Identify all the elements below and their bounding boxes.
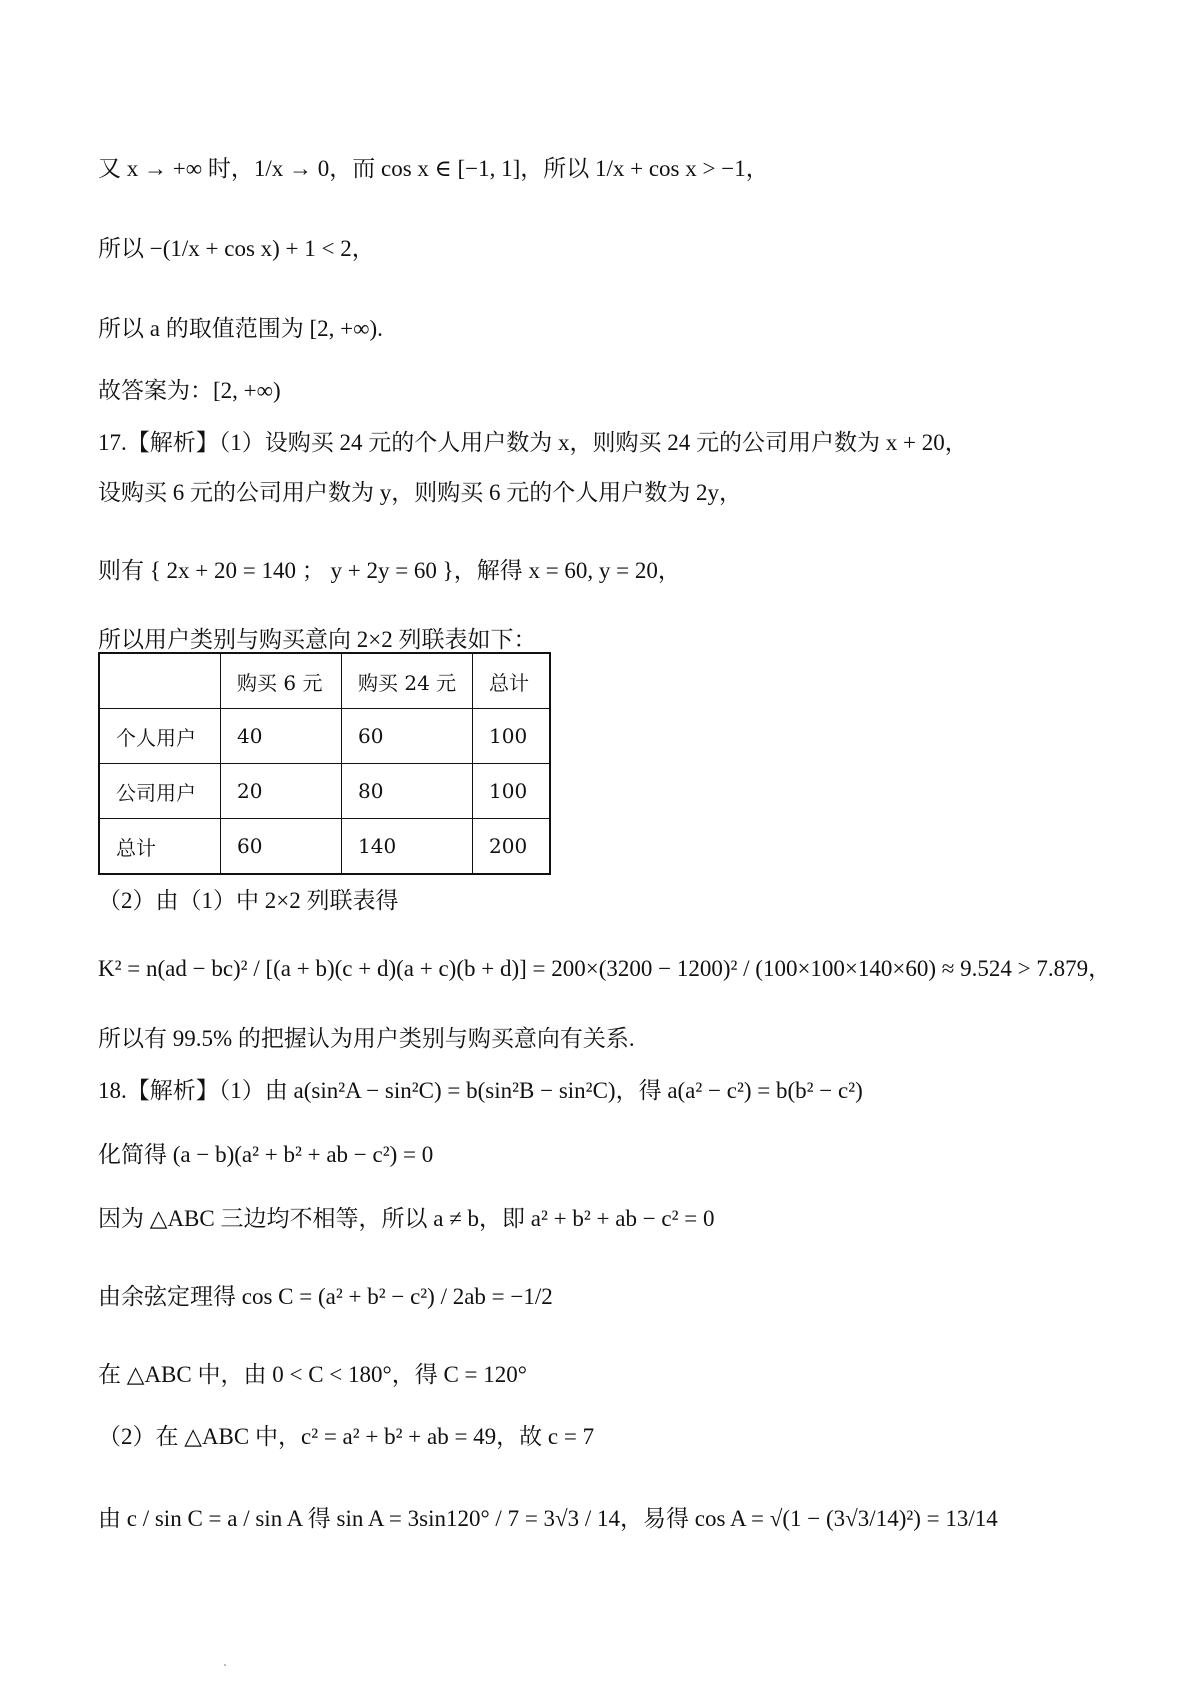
table-cell: 20 [221, 764, 342, 819]
table-cell: 个人用户 [99, 709, 221, 764]
solution-line-2: 所以 −(1/x + cos x) + 1 < 2， [98, 236, 375, 261]
table-cell: 100 [473, 709, 551, 764]
conclusion-line: 所以有 99.5% 的把握认为用户类别与购买意向有关系. [98, 1026, 635, 1051]
table-cell [99, 653, 221, 709]
table-header-row [99, 653, 550, 709]
table-header-cell: 总计 [473, 653, 551, 709]
problem-17-line-2: 设购买 6 元的公司用户数为 y，则购买 6 元的个人用户数为 2y， [98, 480, 742, 505]
problem-18-line-1: 18.【解析】（1）由 a(sin²A − sin²C) = b(sin²B − sin²C)，得 a(a² − c²) = b(b² − c²) [98, 1078, 863, 1103]
chi-square-formula-line: K² = n(ad − bc)² / [(a + b)(c + d)(a + c)(b + d)] = 200×(3200 − 1200)² / (100×100×140×60) ≈ 9.524 > 7.879， [98, 956, 1112, 981]
table-cell: 80 [342, 764, 473, 819]
table-cell: 200 [473, 819, 551, 875]
table-cell: 40 [221, 709, 342, 764]
part-2-intro-line: （2）由（1）中 2×2 列联表得 [98, 888, 399, 913]
table-cell: 公司用户 [99, 764, 221, 819]
table-header-cell: 购买 6 元 [221, 653, 342, 709]
equation-system-line: 则有 { 2x + 20 = 140 ； y + 2y = 60 }，解得 x = 60, y = 20， [98, 558, 681, 583]
problem-17-line-1: 17.【解析】（1）设购买 24 元的个人用户数为 x，则购买 24 元的公司用户数为 x + 20， [98, 430, 968, 455]
table-row [99, 709, 550, 764]
table-cell: 140 [342, 819, 473, 875]
law-of-cosines-line: 由余弦定理得 cos C = (a² + b² − c²) / 2ab = −1/2 [98, 1284, 553, 1309]
table-cell: 60 [221, 819, 342, 875]
solution-line-1: 又 x → +∞ 时，1/x → 0，而 cos x ∈ [−1, 1]，所以 1/x + cos x > −1， [98, 156, 769, 181]
part-2-c-line: （2）在 △ABC 中，c² = a² + b² + ab = 49，故 c = 7 [98, 1424, 595, 1449]
table-cell: 100 [473, 764, 551, 819]
page-mark [224, 1664, 226, 1666]
table-row [99, 764, 550, 819]
table-header-cell: 购买 24 元 [342, 653, 473, 709]
triangle-sides-line: 因为 △ABC 三边均不相等，所以 a ≠ b，即 a² + b² + ab − c² = 0 [98, 1206, 715, 1231]
contingency-table [98, 652, 551, 875]
angle-c-line: 在 △ABC 中，由 0 < C < 180°，得 C = 120° [98, 1362, 527, 1387]
solution-line-4: 故答案为：[2, +∞) [98, 378, 281, 403]
table-cell: 总计 [99, 819, 221, 875]
simplify-line: 化简得 (a − b)(a² + b² + ab − c²) = 0 [98, 1142, 434, 1167]
sine-rule-line: 由 c / sin C = a / sin A 得 sin A = 3sin120° / 7 = 3√3 / 14，易得 cos A = √(1 − (3√3/14)²) = 13/14 [98, 1506, 998, 1531]
table-cell: 60 [342, 709, 473, 764]
solution-line-3: 所以 a 的取值范围为 [2, +∞). [98, 316, 383, 341]
table-intro-line: 所以用户类别与购买意向 2×2 列联表如下： [98, 627, 537, 652]
table-row [99, 819, 550, 875]
